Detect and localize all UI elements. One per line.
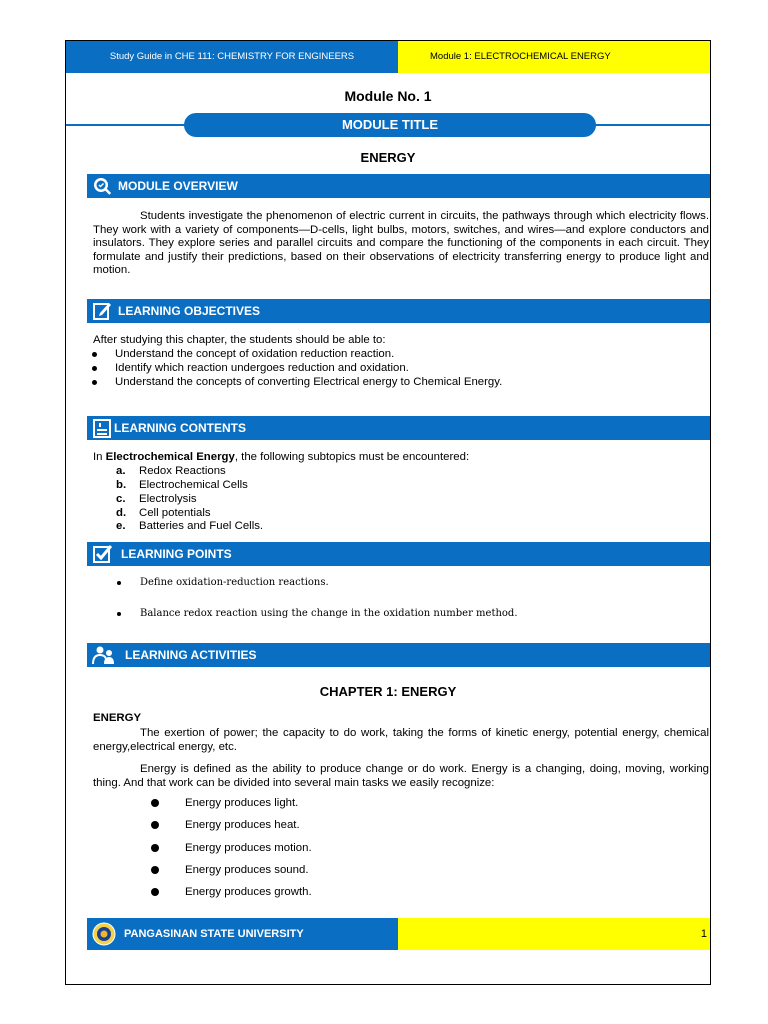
- bullet-dot: [117, 581, 121, 585]
- header-course-title: Study Guide in CHE 111: CHEMISTRY FOR ENGINEERS: [66, 41, 398, 73]
- footer-university-bar: [87, 918, 398, 950]
- energy-bullet: Energy produces light.: [185, 797, 299, 809]
- people-icon: [92, 645, 116, 665]
- section-bar-activities: [87, 643, 710, 667]
- edit-note-icon: [92, 301, 112, 321]
- section-bar-objectives: [87, 299, 710, 323]
- contents-intro-suffix: , the following subtopics must be encountered:: [234, 451, 470, 463]
- learning-point: Define oxidation-reduction reactions.: [140, 577, 329, 588]
- content-item-letter: a.: [116, 465, 126, 477]
- section-heading-overview: MODULE OVERVIEW: [118, 179, 238, 193]
- bullet-dot: [151, 821, 159, 829]
- university-seal-icon: [92, 922, 116, 946]
- energy-bullet: Energy produces sound.: [185, 864, 309, 876]
- bullet-dot: [117, 612, 121, 616]
- content-item-letter: b.: [116, 479, 127, 491]
- contents-intro-prefix: In: [93, 451, 106, 463]
- module-number: Module No. 1: [344, 88, 432, 104]
- content-item-text: Electrolysis: [139, 493, 197, 505]
- section-heading-activities: LEARNING ACTIVITIES: [125, 648, 257, 662]
- footer-page-number: 1: [398, 918, 710, 950]
- energy-bullet: Energy produces motion.: [185, 842, 312, 854]
- section-bar-points: [87, 542, 710, 566]
- section-heading-contents: LEARNING CONTENTS: [114, 421, 246, 435]
- learning-point: Balance redox reaction using the change in the oxidation number method.: [140, 608, 518, 619]
- content-item-text: Cell potentials: [139, 507, 211, 519]
- objective-item: Understand the concept of oxidation reduction reaction.: [115, 348, 395, 360]
- bullet-dot: [151, 888, 159, 896]
- bullet-dot: [151, 866, 159, 874]
- bullet-dot: [92, 366, 97, 371]
- footer-university-name: PANGASINAN STATE UNIVERSITY: [124, 928, 304, 940]
- content-item-letter: c.: [116, 493, 126, 505]
- bullet-dot: [92, 380, 97, 385]
- module-title-banner: MODULE TITLE: [184, 113, 596, 137]
- content-item-text: Batteries and Fuel Cells.: [139, 520, 264, 532]
- energy-bullet: Energy produces growth.: [185, 886, 312, 898]
- content-item-text: Electrochemical Cells: [139, 479, 248, 491]
- bullet-dot: [151, 799, 159, 807]
- content-item-letter: d.: [116, 507, 127, 519]
- section-bar-overview: [87, 174, 710, 198]
- overview-paragraph: Students investigate the phenomenon of electric current in circuits, the pathways through which electricity flows. They work with a variety of components—D-cells, light bulbs, motors, switches, and wires—and explore conductors and insulators. They explore series and parallel circuits and compare the functioning of the components in each circuit. They formulate and justify their predictions, based on their observations of electricity transferring energy to produce light and motion.: [93, 210, 709, 276]
- header-module-title: Module 1: ELECTROCHEMICAL ENERGY: [398, 41, 710, 73]
- energy-bullet: Energy produces heat.: [185, 819, 300, 831]
- section-heading-points: LEARNING POINTS: [121, 547, 232, 561]
- checkbox-icon: [92, 544, 112, 564]
- activities-paragraph-1: The exertion of power; the capacity to do work, taking the forms of kinetic energy, potential energy, chemical energy,electrical energy, etc.: [93, 727, 709, 753]
- contents-intro: [93, 451, 709, 465]
- content-item-letter: e.: [116, 520, 126, 532]
- document-list-icon: [92, 418, 112, 438]
- chapter-title: CHAPTER 1: ENERGY: [319, 684, 457, 699]
- objective-item: Identify which reaction undergoes reduction and oxidation.: [115, 362, 409, 374]
- activities-subheading: ENERGY: [93, 712, 142, 724]
- section-bar-contents: [87, 416, 710, 440]
- bullet-dot: [92, 352, 97, 357]
- objective-item: Understand the concepts of converting Electrical energy to Chemical Energy.: [115, 376, 503, 388]
- section-heading-objectives: LEARNING OBJECTIVES: [118, 304, 261, 318]
- objectives-intro: After studying this chapter, the students should be able to:: [93, 334, 386, 346]
- content-item-text: Redox Reactions: [139, 465, 226, 477]
- contents-intro-topic: Electrochemical Energy: [105, 451, 235, 463]
- activities-paragraph-2: Energy is defined as the ability to produce change or do work. Energy is a changing, doing, moving, working thing. And that work can be divided into several main tasks we easily recognize:: [93, 763, 709, 789]
- magnifier-icon: [92, 176, 112, 196]
- module-topic: ENERGY: [360, 150, 416, 165]
- bullet-dot: [151, 844, 159, 852]
